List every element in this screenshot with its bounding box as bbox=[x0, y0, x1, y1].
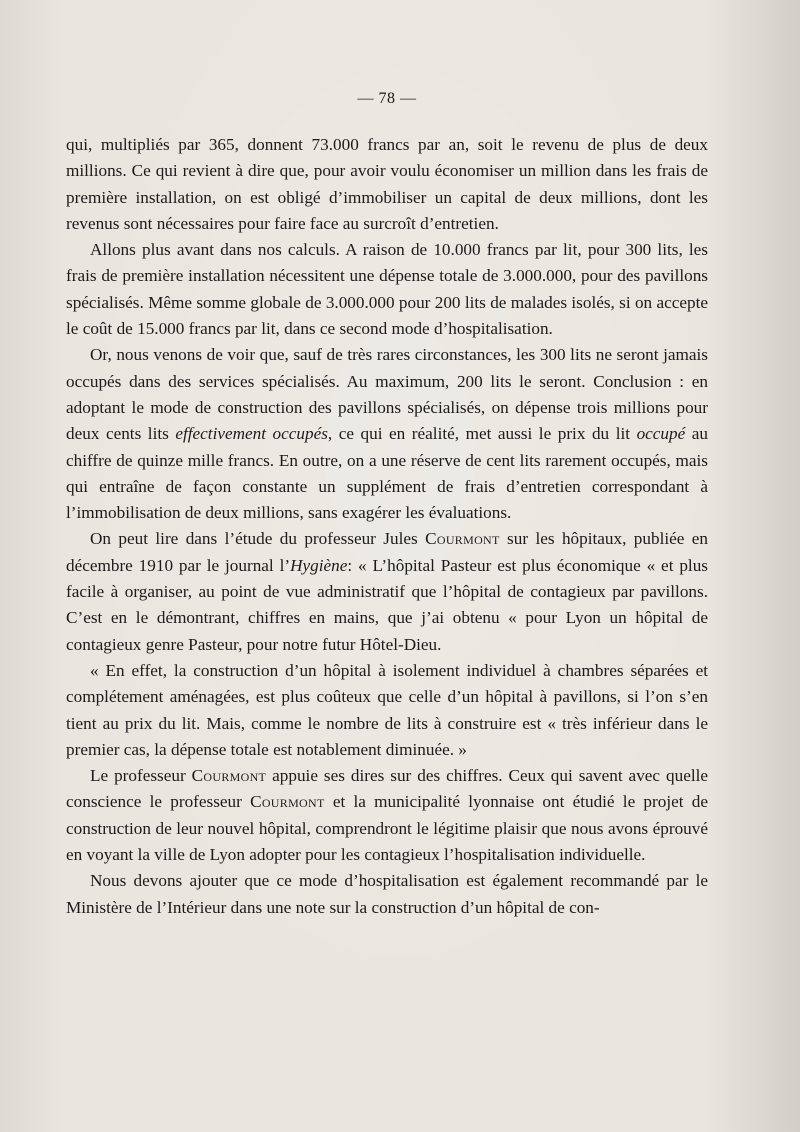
text-segment: « En effet, la construction d’un hôpital à isolement individuel à chambres séparées et complétement aménagées, est plus coûteux que celle d’un hôpital à pavillons, si l’on s’en tient au prix du lit. Mais, comme le nombre de lits à construire est « très inférieur dans le premier cas, la dépense totale est notablement diminuée. » bbox=[66, 660, 708, 759]
paragraph bbox=[66, 132, 708, 237]
text-segment: appuie ses dires sur des chiffres. Ceux qui savent avec quelle conscience le professeur bbox=[66, 766, 708, 812]
italic-text: occupé bbox=[636, 424, 686, 444]
text-segment: , ce qui en réalité, met aussi le prix du lit bbox=[327, 424, 637, 444]
paragraph bbox=[66, 868, 708, 921]
small-caps-name: Courmont bbox=[425, 529, 500, 549]
text-segment: Nous devons ajouter que ce mode d’hospitalisation est également recommandé par le Ministère de l’Intérieur dans une note sur la construction d’un hôpital de con- bbox=[66, 871, 708, 917]
small-caps-name: Courmont bbox=[191, 766, 267, 786]
paragraph bbox=[66, 763, 708, 868]
body-text bbox=[66, 132, 708, 921]
text-segment: Or, nous venons de voir que, sauf de très rares circonstances, les 300 lits ne seront jamais occupés dans des services spécialisés. Au maximum, 200 lits le seront. Conclusion : en adoptant le mode de construction des pavillons spécialisés, on dépense trois millions pour deux cents lits bbox=[66, 345, 708, 444]
text-segment: au chiffre de quinze mille francs. En outre, on a une réserve de cent lits rarement occupés, mais qui entraîne de façon constante un supplément de frais d’entretien correspondant à l’immobilisation de deux millions, sans exagérer les évaluations. bbox=[66, 424, 708, 523]
text-segment: Le professeur bbox=[90, 766, 192, 786]
document-page bbox=[66, 82, 708, 921]
italic-text: Hygiène bbox=[290, 555, 348, 575]
paragraph bbox=[66, 342, 708, 526]
text-segment: qui, multipliés par 365, donnent 73.000 francs par an, soit le revenu de plus de deux millions. Ce qui revient à dire que, pour avoir voulu économiser un million dans les frais de première installation, on est obligé d’immobiliser un capital de deux millions, dont les revenus sont nécessaires pour faire face au surcroît d’entretien. bbox=[66, 135, 708, 233]
text-segment: On peut lire dans l’étude du professeur Jules bbox=[90, 529, 426, 549]
paragraph bbox=[66, 237, 708, 342]
page-number: — 78 — bbox=[357, 90, 417, 107]
paragraph bbox=[66, 658, 708, 763]
italic-text: effectivement occupés bbox=[175, 424, 328, 444]
paragraph bbox=[66, 526, 708, 657]
small-caps-name: Courmont bbox=[250, 792, 325, 812]
text-segment: Allons plus avant dans nos calculs. A raison de 10.000 francs par lit, pour 300 lits, les frais de première installation nécessitent une dépense totale de 3.000.000, pour des pavillons spécialisés. Même somme globale de 3.000.000 pour 200 lits de malades isolés, si on accepte le coût de 15.000 francs par lit, dans ce second mode d’hospitalisation. bbox=[66, 240, 708, 339]
text-segment: et la municipalité lyonnaise ont étudié le projet de construction de leur nouvel hôpital, comprendront le légitime plaisir que nous avons éprouvé en voyant la ville de Lyon adopter pour les contagieux l’hospitalisation individuelle. bbox=[66, 792, 708, 865]
text-segment: sur les hôpitaux, publiée en décembre 1910 par le journal l’ bbox=[66, 529, 709, 575]
text-segment: : « L’hôpital Pasteur est plus économique « et plus facile à organiser, au point de vue administratif que l’hôpital de contagieux par pavillons. C’est en le démontrant, chiffres en mains, que j’ai obtenu « pour Lyon un hôpital de contagieux genre Pasteur, pour notre futur Hôtel-Dieu. bbox=[66, 555, 708, 654]
